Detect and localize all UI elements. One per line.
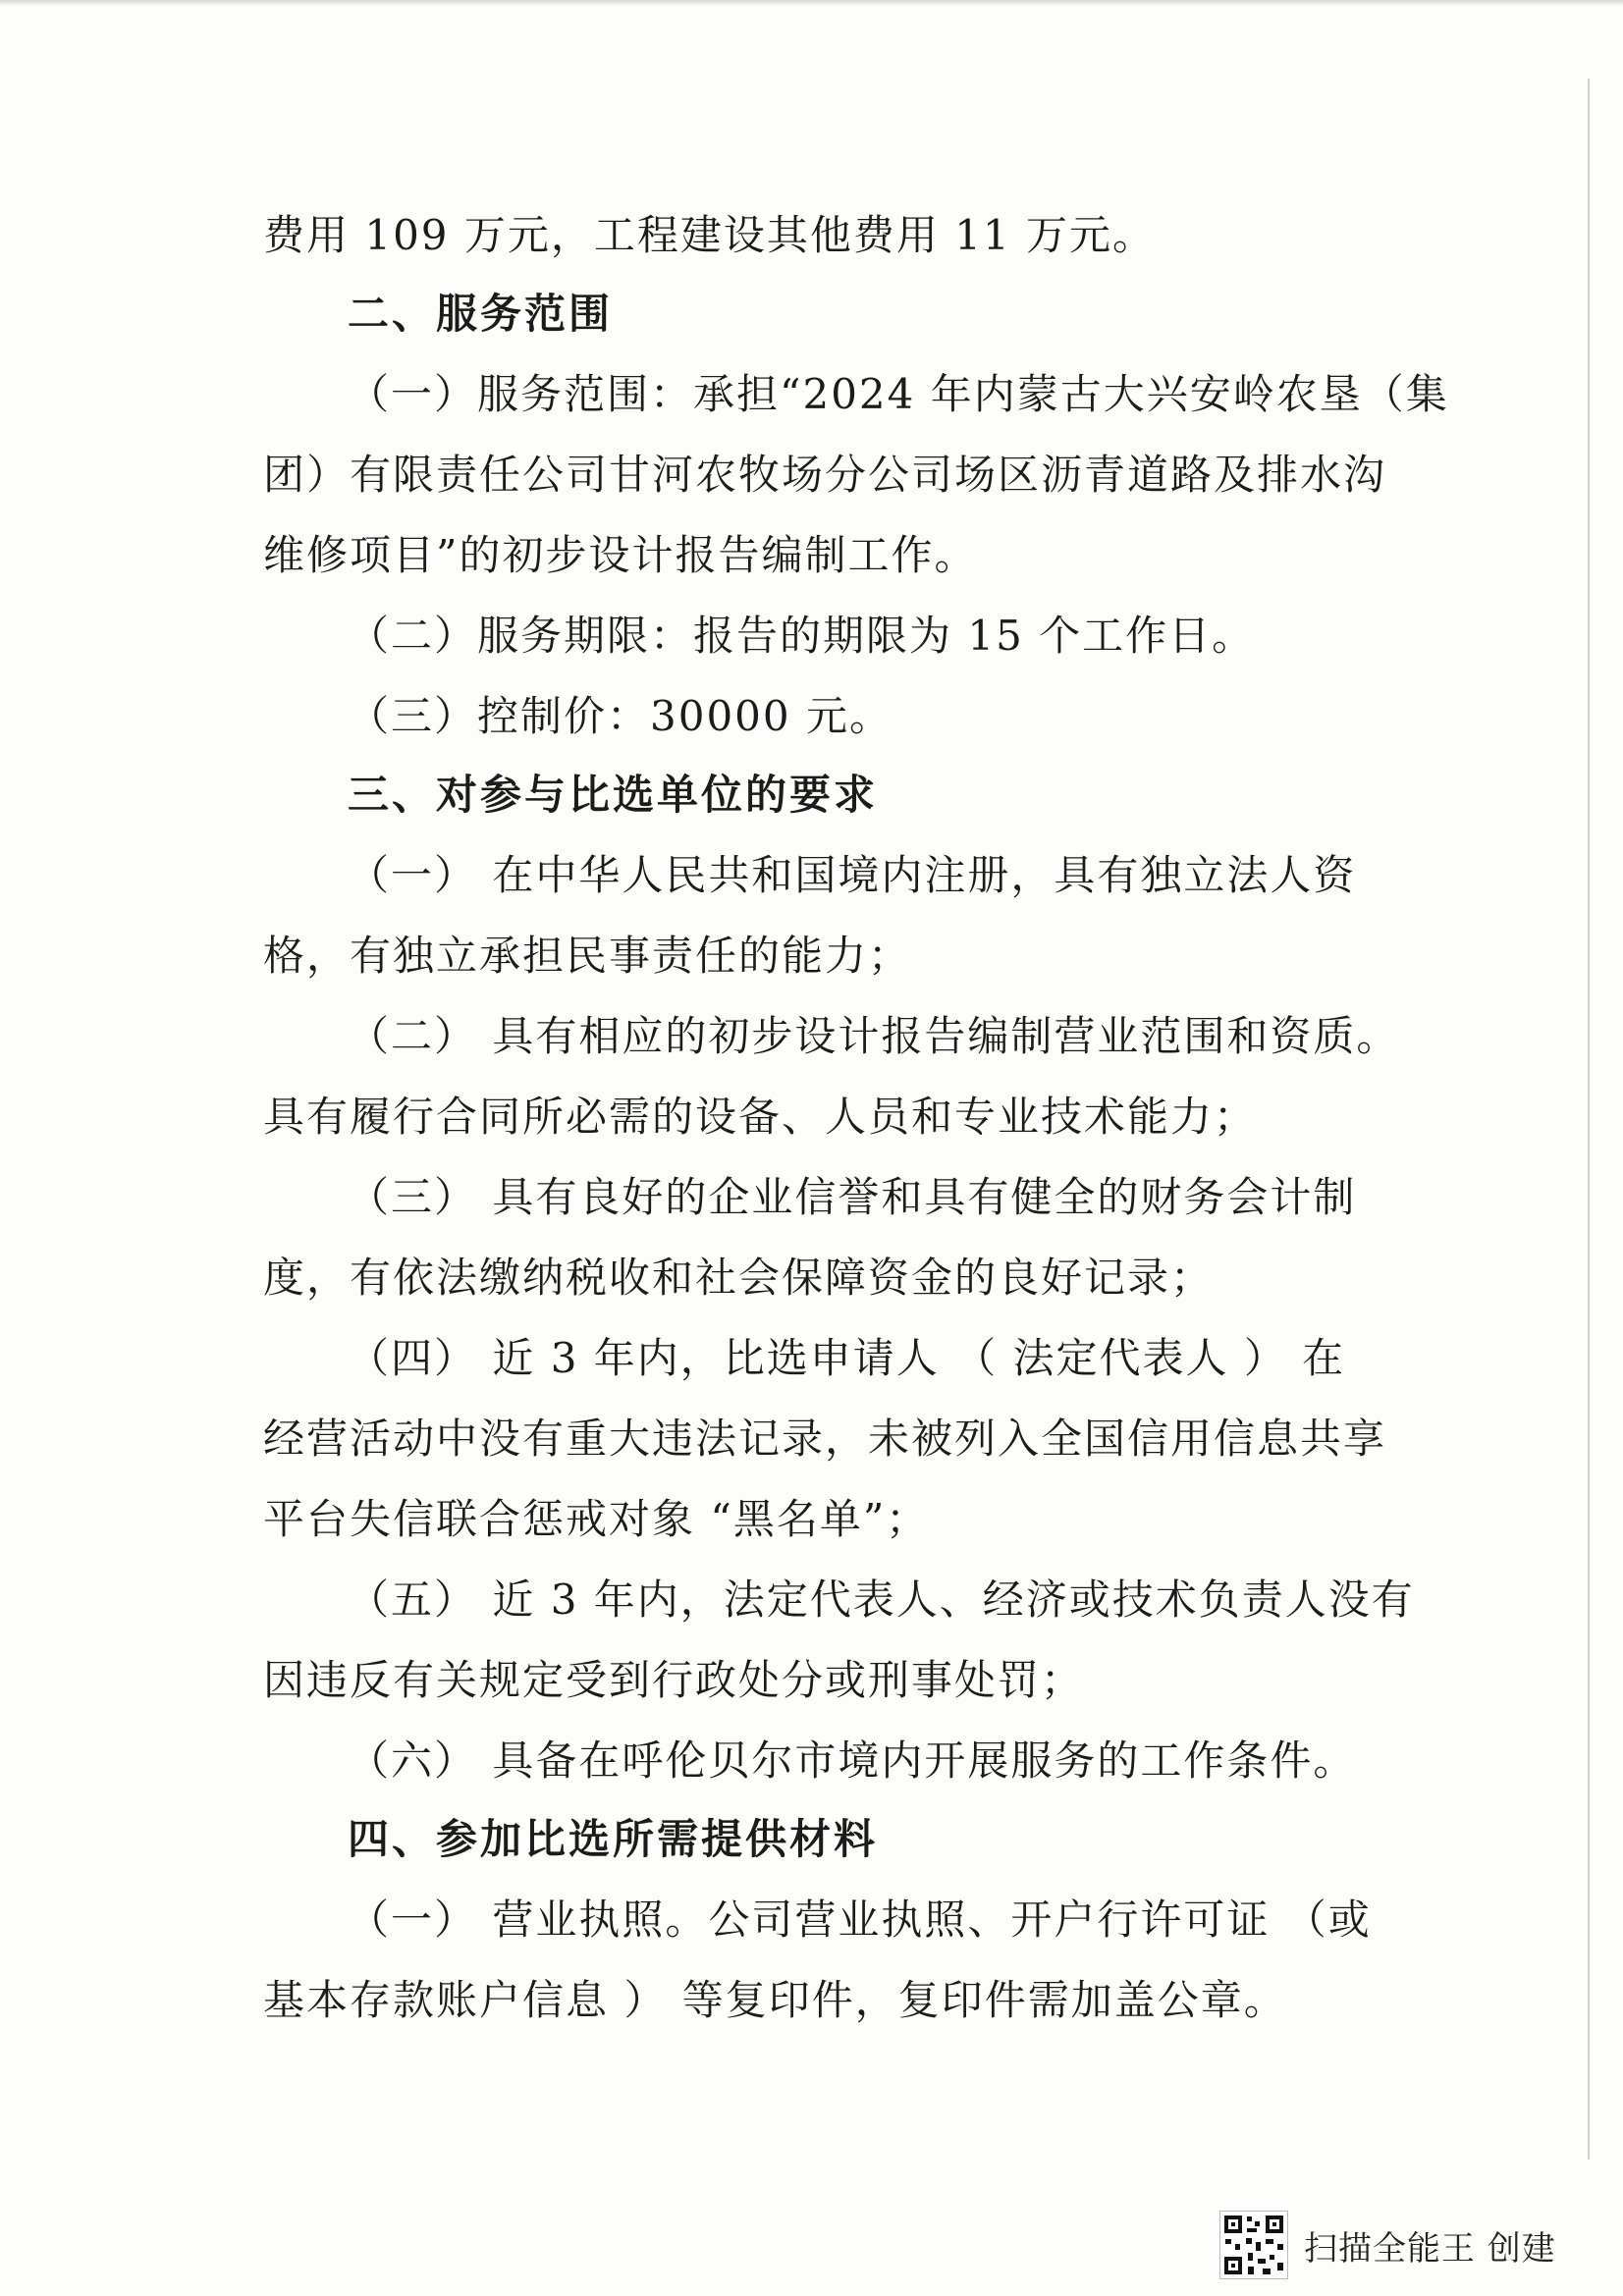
body-line: （六） 具备在呼伦贝尔市境内开展服务的工作条件。: [348, 1736, 1357, 1785]
body-line: （三） 具有良好的企业信誉和具有健全的财务会计制: [348, 1173, 1357, 1221]
body-line: 维修项目”的初步设计报告编制工作。: [263, 531, 978, 579]
body-line: （五） 近 3 年内，法定代表人、经济或技术负责人没有: [348, 1575, 1415, 1624]
body-line: 因违反有关规定受到行政处分或刑事处罚；: [263, 1656, 1085, 1704]
body-line: （一）服务范围：承担“2024 年内蒙古大兴安岭农垦（集: [348, 370, 1449, 418]
body-line: （二）服务期限：报告的期限为 15 个工作日。: [348, 612, 1256, 660]
scanner-watermark: [1219, 2211, 1583, 2279]
body-line: 平台失信联合惩戒对象 “黑名单”；: [263, 1495, 930, 1543]
scanner-label: 扫描全能王 创建: [1304, 2228, 1556, 2269]
body-line: 团）有限责任公司甘河农牧场分公司场区沥青道路及排水沟: [263, 451, 1387, 499]
body-line: （二） 具有相应的初步设计报告编制营业范围和资质。: [348, 1012, 1400, 1060]
body-line: （三）控制价：30000 元。: [348, 692, 893, 740]
body-line: 度，有依法缴纳税收和社会保障资金的良好记录；: [263, 1254, 1215, 1302]
body-line: （一） 营业执照。公司营业执照、开户行许可证 （或: [348, 1896, 1372, 1944]
section-heading-service-scope: 二、服务范围: [348, 290, 614, 338]
section-heading-materials: 四、参加比选所需提供材料: [348, 1815, 879, 1863]
section-heading-requirements: 三、对参与比选单位的要求: [348, 771, 879, 819]
body-line: 格，有独立承担民事责任的能力；: [263, 932, 912, 980]
body-line: 具有履行合同所必需的设备、人员和专业技术能力；: [263, 1093, 1258, 1141]
body-line: 基本存款账户信息 ） 等复印件，复印件需加盖公章。: [263, 1976, 1287, 2024]
qr-code-icon: [1219, 2211, 1288, 2279]
body-line: （四） 近 3 年内，比选申请人 （ 法定代表人 ） 在: [348, 1334, 1346, 1382]
body-line: （一） 在中华人民共和国境内注册，具有独立法人资: [348, 851, 1357, 899]
body-line: 经营活动中没有重大违法记录，未被列入全国信用信息共享: [263, 1415, 1387, 1463]
body-line: 费用 109 万元，工程建设其他费用 11 万元。: [263, 211, 1157, 259]
